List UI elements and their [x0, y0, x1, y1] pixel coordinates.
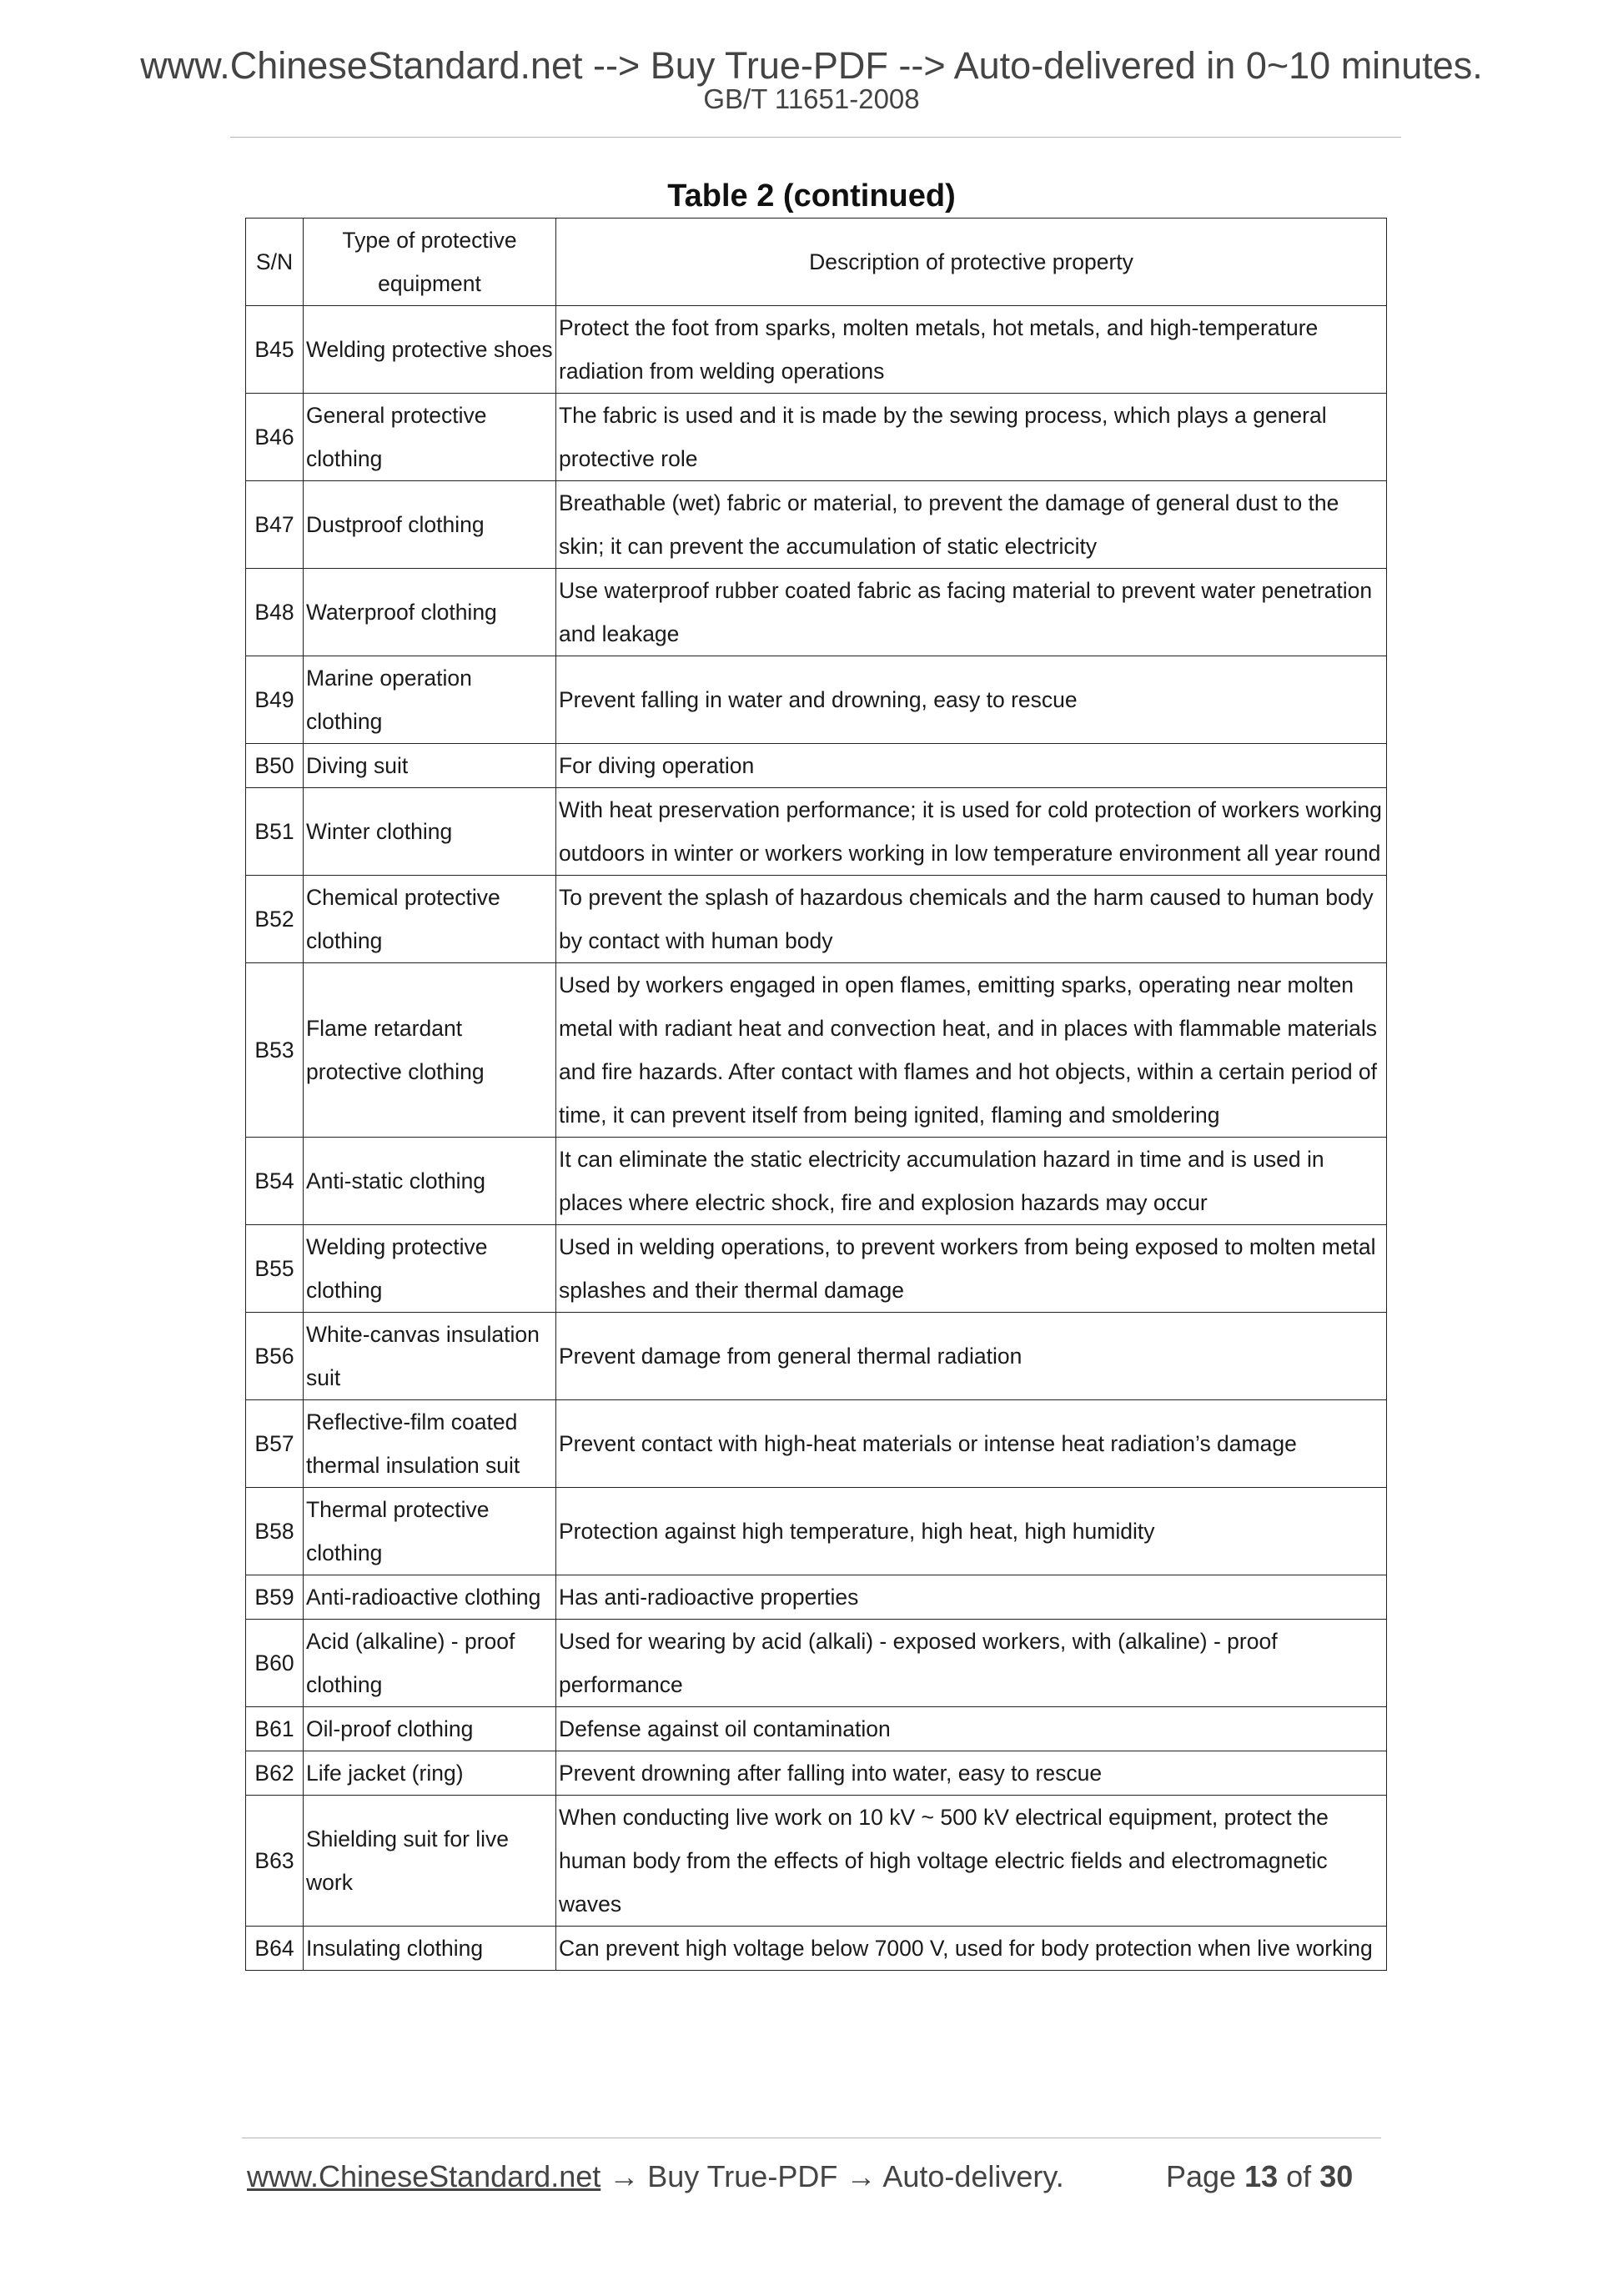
- row-sn: B49: [246, 656, 304, 744]
- table-header-row: [246, 219, 1387, 306]
- row-description: Defense against oil contamination: [556, 1707, 1387, 1751]
- table-row: [246, 481, 1387, 569]
- row-sn: B56: [246, 1313, 304, 1400]
- row-description: When conducting live work on 10 kV ~ 500 kV electrical equipment, protect the human body from the effects of high voltage electric fields and electromagnetic waves: [556, 1796, 1387, 1927]
- table-row: [246, 744, 1387, 788]
- row-description: Prevent falling in water and drowning, easy to rescue: [556, 656, 1387, 744]
- row-type: Reflective-film coated thermal insulation suit: [304, 1400, 556, 1488]
- page-number: 13: [1244, 2159, 1279, 2193]
- table-row: [246, 1796, 1387, 1927]
- table-row: [246, 1927, 1387, 1971]
- row-sn: B64: [246, 1927, 304, 1971]
- row-sn: B46: [246, 394, 304, 481]
- row-description: Protection against high temperature, high heat, high humidity: [556, 1488, 1387, 1575]
- table-row: [246, 1313, 1387, 1400]
- site-link[interactable]: www.ChineseStandard.net: [247, 2159, 601, 2193]
- row-type: Anti-radioactive clothing: [304, 1575, 556, 1620]
- row-description: Prevent contact with high-heat materials or intense heat radiation’s damage: [556, 1400, 1387, 1488]
- row-type: Marine operation clothing: [304, 656, 556, 744]
- row-sn: B53: [246, 963, 304, 1138]
- protective-equipment-table: [245, 218, 1387, 1971]
- column-header-description: Description of protective property: [556, 219, 1387, 306]
- table-row: [246, 569, 1387, 656]
- table-row: [246, 1400, 1387, 1488]
- row-description: Used in welding operations, to prevent workers from being exposed to molten metal splashes and their thermal damage: [556, 1225, 1387, 1313]
- row-sn: B52: [246, 876, 304, 963]
- row-sn: B57: [246, 1400, 304, 1488]
- row-type: Oil-proof clothing: [304, 1707, 556, 1751]
- table-row: [246, 394, 1387, 481]
- page-label: Page: [1166, 2159, 1237, 2193]
- row-sn: B47: [246, 481, 304, 569]
- row-sn: B63: [246, 1796, 304, 1927]
- table-row: [246, 1225, 1387, 1313]
- row-type: Shielding suit for live work: [304, 1796, 556, 1927]
- row-type: Chemical protective clothing: [304, 876, 556, 963]
- row-type: Welding protective shoes: [304, 306, 556, 394]
- row-description: Prevent damage from general thermal radiation: [556, 1313, 1387, 1400]
- table-row: [246, 963, 1387, 1138]
- table-row: [246, 1575, 1387, 1620]
- row-type: Acid (alkaline) - proof clothing: [304, 1620, 556, 1707]
- row-description: Protect the foot from sparks, molten metals, hot metals, and high-temperature radiation from welding operations: [556, 306, 1387, 394]
- page-total: 30: [1319, 2159, 1354, 2193]
- row-sn: B59: [246, 1575, 304, 1620]
- row-description: Used by workers engaged in open flames, emitting sparks, operating near molten metal with radiant heat and convection heat, and in places with flammable materials and fire hazards. After contact with flames and hot objects, within a certain period of time, it can prevent itself from being ignited, flaming and smoldering: [556, 963, 1387, 1138]
- row-type: Thermal protective clothing: [304, 1488, 556, 1575]
- table-row: [246, 1138, 1387, 1225]
- row-description: Can prevent high voltage below 7000 V, used for body protection when live working: [556, 1927, 1387, 1971]
- row-sn: B60: [246, 1620, 304, 1707]
- site-banner: www.ChineseStandard.net --> Buy True-PDF --> Auto-delivered in 0~10 minutes.: [140, 44, 1483, 87]
- row-type: Waterproof clothing: [304, 569, 556, 656]
- table-row: [246, 306, 1387, 394]
- row-description: Breathable (wet) fabric or material, to prevent the damage of general dust to the skin; it can prevent the accumulation of static electricity: [556, 481, 1387, 569]
- row-type: Winter clothing: [304, 788, 556, 876]
- row-description: For diving operation: [556, 744, 1387, 788]
- header-divider: [230, 137, 1401, 138]
- table-row: [246, 1707, 1387, 1751]
- row-type: Diving suit: [304, 744, 556, 788]
- row-type: Dustproof clothing: [304, 481, 556, 569]
- table-row: [246, 876, 1387, 963]
- row-sn: B50: [246, 744, 304, 788]
- row-description: With heat preservation performance; it is used for cold protection of workers working outdoors in winter or workers working in low temperature environment all year round: [556, 788, 1387, 876]
- of-label: of: [1286, 2159, 1312, 2193]
- row-sn: B54: [246, 1138, 304, 1225]
- row-type: Life jacket (ring): [304, 1751, 556, 1796]
- row-description: The fabric is used and it is made by the sewing process, which plays a general protective role: [556, 394, 1387, 481]
- row-description: Has anti-radioactive properties: [556, 1575, 1387, 1620]
- row-type: Flame retardant protective clothing: [304, 963, 556, 1138]
- column-header-type: Type of protective equipment: [304, 219, 556, 306]
- table-row: [246, 656, 1387, 744]
- row-sn: B45: [246, 306, 304, 394]
- row-sn: B48: [246, 569, 304, 656]
- column-header-sn: S/N: [246, 219, 304, 306]
- row-description: Used for wearing by acid (alkali) - exposed workers, with (alkaline) - proof performance: [556, 1620, 1387, 1707]
- row-sn: B51: [246, 788, 304, 876]
- row-type: Anti-static clothing: [304, 1138, 556, 1225]
- row-sn: B58: [246, 1488, 304, 1575]
- table-body: [246, 306, 1387, 1971]
- row-description: Use waterproof rubber coated fabric as facing material to prevent water penetration and leakage: [556, 569, 1387, 656]
- table-row: [246, 1488, 1387, 1575]
- table-row: [246, 1751, 1387, 1796]
- row-type: White-canvas insulation suit: [304, 1313, 556, 1400]
- page-indicator: [1166, 2158, 1353, 2195]
- footer-promo: [247, 2158, 1064, 2195]
- row-sn: B61: [246, 1707, 304, 1751]
- row-sn: B55: [246, 1225, 304, 1313]
- row-description: To prevent the splash of hazardous chemicals and the harm caused to human body by contact with human body: [556, 876, 1387, 963]
- footer-tagline: → Buy True-PDF → Auto-delivery.: [600, 2159, 1064, 2193]
- row-sn: B62: [246, 1751, 304, 1796]
- row-type: Welding protective clothing: [304, 1225, 556, 1313]
- table-title: Table 2 (continued): [667, 178, 956, 214]
- row-type: General protective clothing: [304, 394, 556, 481]
- row-type: Insulating clothing: [304, 1927, 556, 1971]
- standard-code: GB/T 11651-2008: [703, 83, 920, 114]
- row-description: It can eliminate the static electricity accumulation hazard in time and is used in places where electric shock, fire and explosion hazards may occur: [556, 1138, 1387, 1225]
- row-description: Prevent drowning after falling into water, easy to rescue: [556, 1751, 1387, 1796]
- table-row: [246, 1620, 1387, 1707]
- table-row: [246, 788, 1387, 876]
